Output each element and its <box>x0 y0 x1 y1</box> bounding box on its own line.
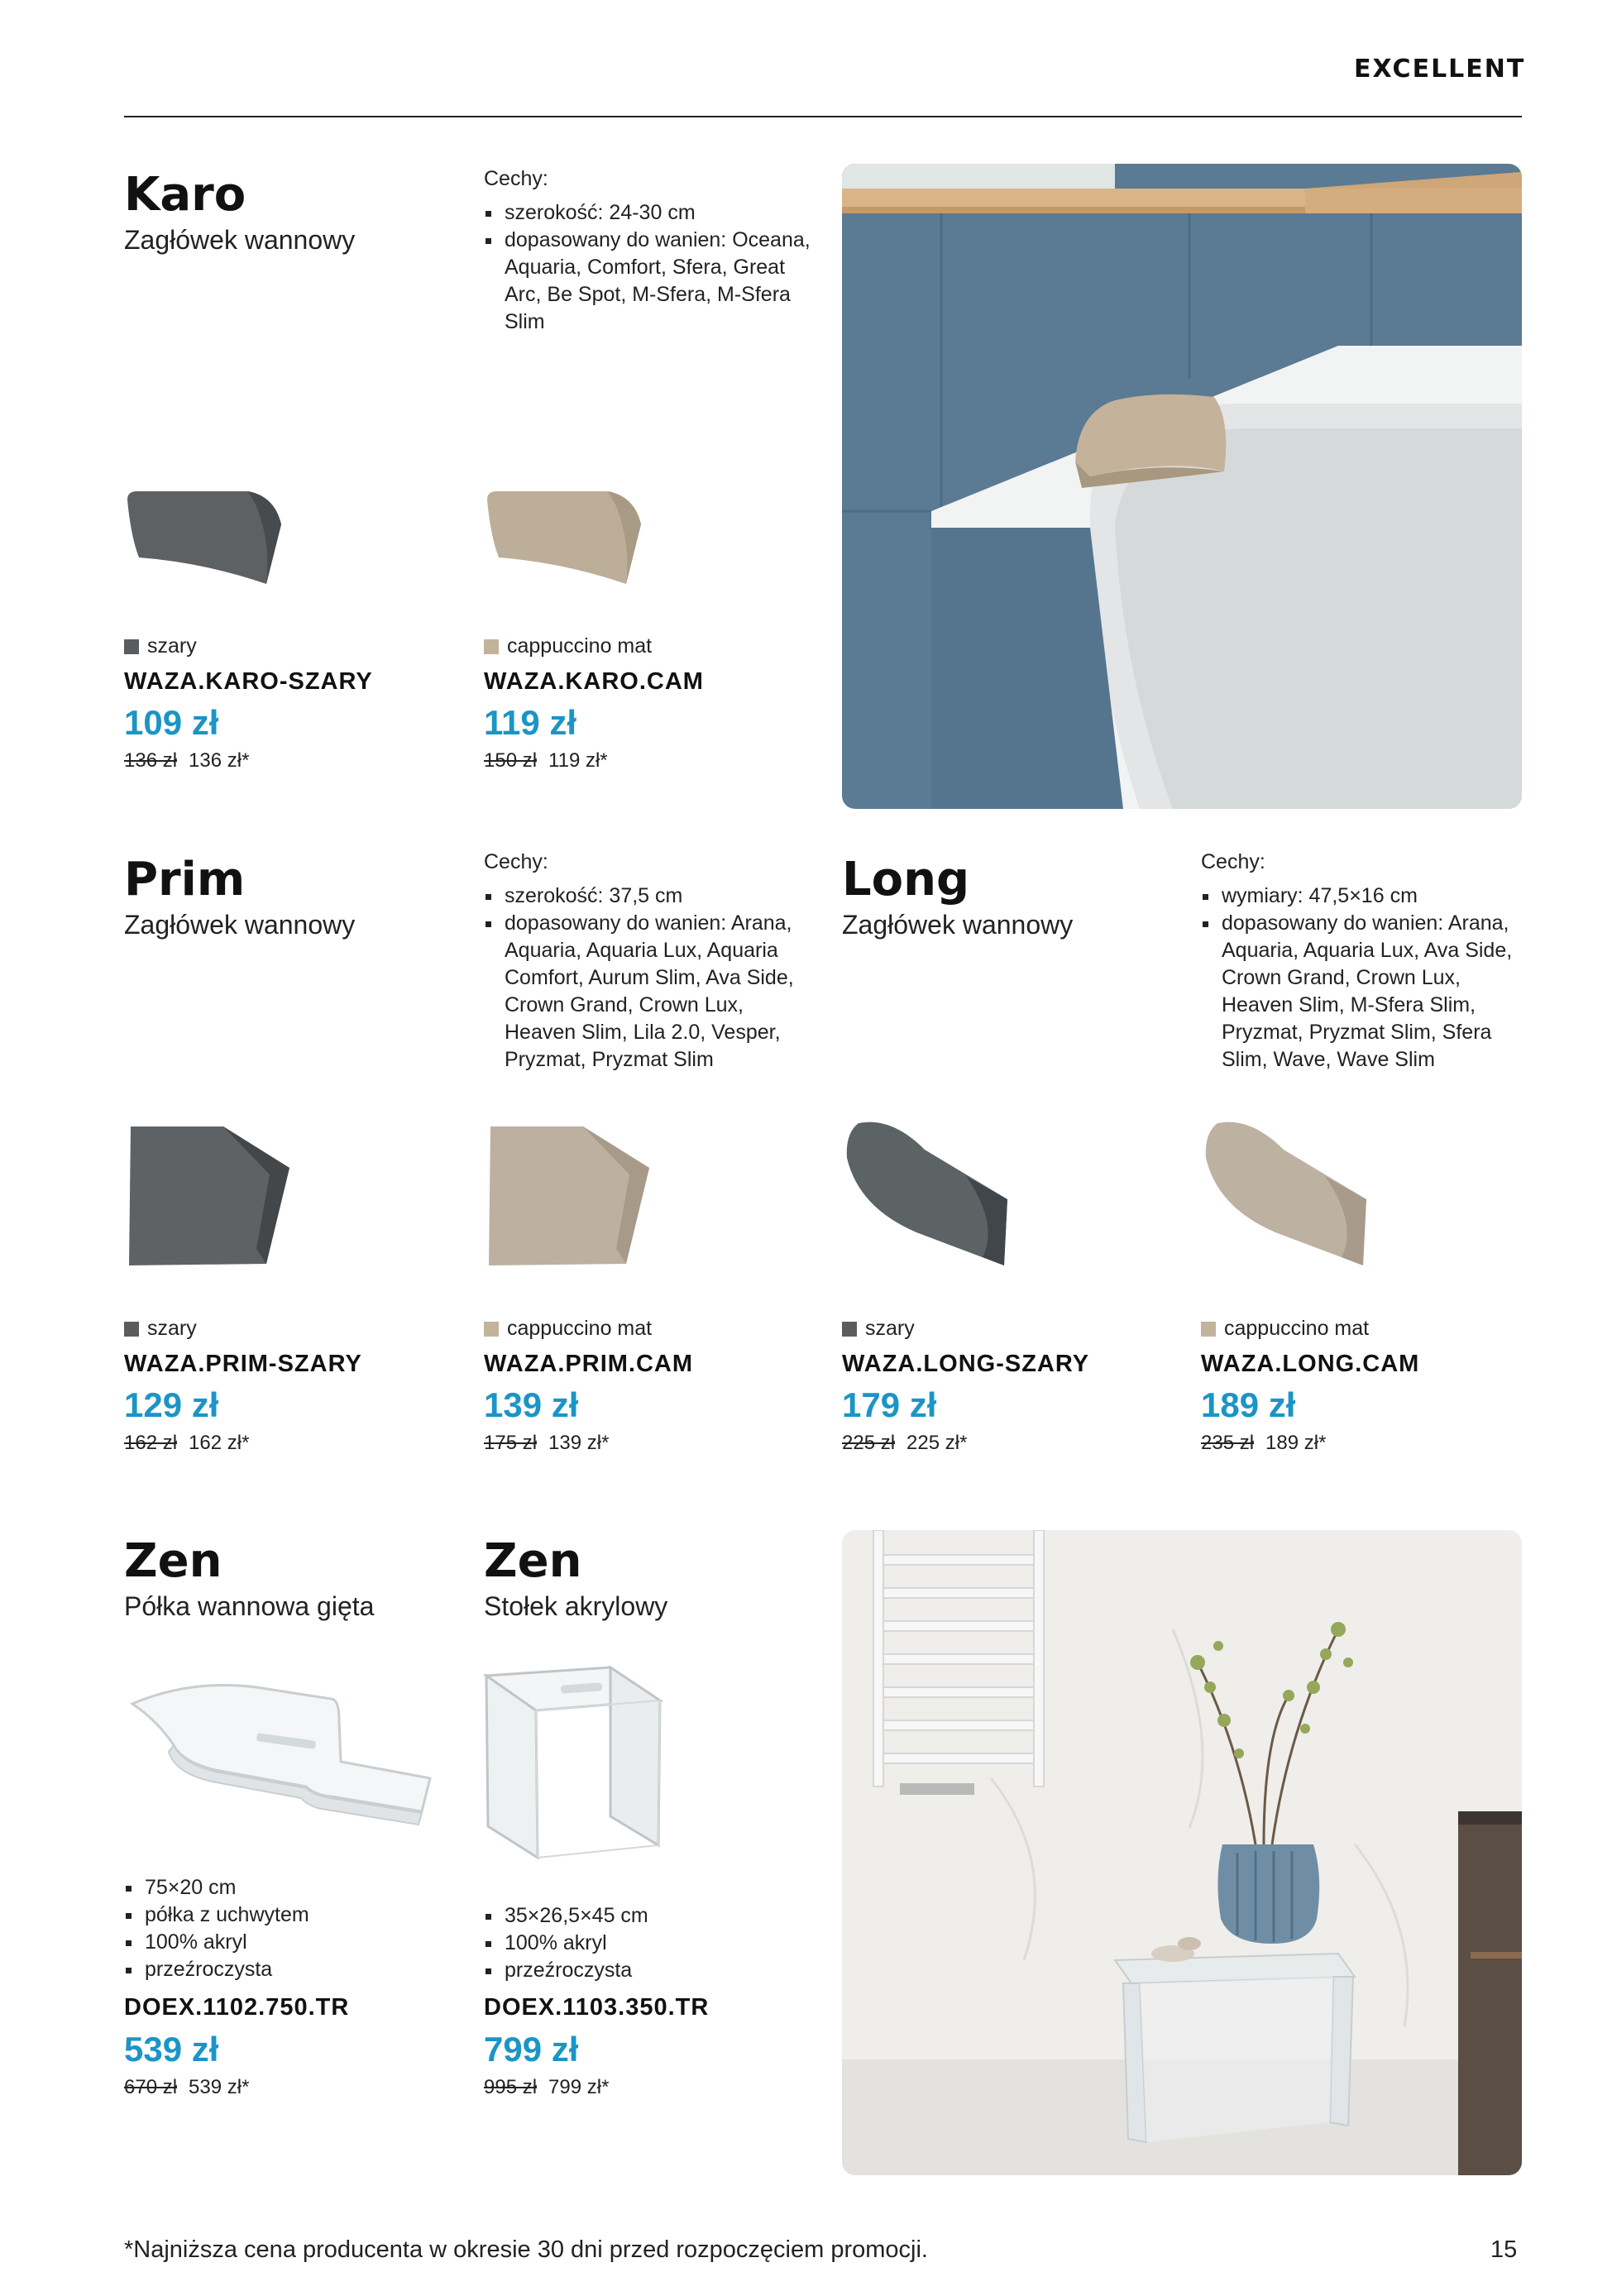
feature-item: dopasowany do wanien: Arana, Aquaria, Aquaria Lux, Ava Side, Crown Grand, Crown Lux, Heaven Slim, M-Sfera Slim, Pryzmat, Pryzmat Slim, Sfera Slim, Wave, Wave Slim <box>1201 910 1528 1074</box>
product-price: 539 zł <box>124 2030 219 2069</box>
features-label: Cechy: <box>484 850 548 873</box>
features-long <box>1201 849 1528 1074</box>
color-swatch <box>124 1322 139 1337</box>
color-swatch <box>842 1322 857 1337</box>
color-swatch <box>124 639 139 654</box>
specs-zen-stool <box>484 1902 815 1984</box>
feature-item: dopasowany do wanien: Oceana, Aquaria, Comfort, Sfera, Great Arc, Be Spot, M-Sfera, M-Sfera Slim <box>484 227 815 336</box>
bathtub-photo <box>842 164 1522 809</box>
product-code: WAZA.PRIM-SZARY <box>124 1351 362 1377</box>
brand-logo: EXCELLENT <box>1354 55 1526 84</box>
spec-item: przeźroczysta <box>484 1957 815 1984</box>
product-image-prim-cam <box>484 1125 658 1274</box>
product-code: WAZA.KARO-SZARY <box>124 668 373 695</box>
old-price: 670 zł 539 zł* <box>124 2076 250 2098</box>
old-price: 162 zł 162 zł* <box>124 1432 250 1454</box>
features-prim <box>484 849 815 1074</box>
header-divider <box>124 116 1522 117</box>
color-swatch <box>484 1322 499 1337</box>
product-image-karo-szary <box>124 486 289 594</box>
product-image-zen-stool <box>478 1651 668 1874</box>
specs-zen-shelf <box>124 1874 455 1983</box>
spec-item: 100% akryl <box>484 1930 815 1957</box>
product-type-karo: Zagłówek wannowy <box>124 225 356 255</box>
features-label: Cechy: <box>1201 850 1265 873</box>
features-label: Cechy: <box>484 167 548 190</box>
color-swatch <box>1201 1322 1216 1337</box>
feature-item: szerokość: 37,5 cm <box>484 883 815 910</box>
product-image-long-cam <box>1201 1117 1375 1274</box>
product-title-zen-stool: Zen <box>484 1534 582 1588</box>
features-karo <box>484 165 815 336</box>
product-code: DOEX.1102.750.TR <box>124 1994 350 2021</box>
color-label-cappuccino: cappuccino mat <box>484 634 652 658</box>
product-title-prim: Prim <box>124 853 246 906</box>
color-label-cappuccino: cappuccino mat <box>484 1317 652 1341</box>
product-code: WAZA.PRIM.CAM <box>484 1351 694 1377</box>
product-price: 119 zł <box>484 703 577 742</box>
product-code: WAZA.LONG-SZARY <box>842 1351 1090 1377</box>
spec-item: 100% akryl <box>124 1929 455 1956</box>
color-label-szary: szary <box>842 1317 915 1341</box>
product-price: 129 zł <box>124 1385 219 1424</box>
product-image-prim-szary <box>124 1125 298 1274</box>
product-type-long: Zagłówek wannowy <box>842 910 1074 940</box>
product-type-zen-shelf: Półka wannowa gięta <box>124 1591 375 1621</box>
product-price: 799 zł <box>484 2030 579 2069</box>
product-code: WAZA.KARO.CAM <box>484 668 704 695</box>
page-number: 15 <box>1490 2236 1518 2263</box>
color-swatch <box>484 639 499 654</box>
product-title-karo: Karo <box>124 168 246 222</box>
product-price: 109 zł <box>124 703 219 742</box>
old-price: 175 zł 139 zł* <box>484 1432 610 1454</box>
old-price: 235 zł 189 zł* <box>1201 1432 1327 1454</box>
product-title-zen-shelf: Zen <box>124 1534 222 1588</box>
footnote: *Najniższa cena producenta w okresie 30 dni przed rozpoczęciem promocji. <box>124 2236 928 2263</box>
product-code: DOEX.1103.350.TR <box>484 1994 710 2021</box>
old-price: 136 zł 136 zł* <box>124 749 250 772</box>
product-type-zen-stool: Stołek akrylowy <box>484 1591 668 1621</box>
feature-item: wymiary: 47,5×16 cm <box>1201 883 1528 910</box>
product-price: 179 zł <box>842 1385 937 1424</box>
feature-item: dopasowany do wanien: Arana, Aquaria, Aquaria Lux, Aquaria Comfort, Aurum Slim, Ava Side, Crown Grand, Crown Lux, Heaven Slim, Lila 2.0, Vesper, Pryzmat, Pryzmat Slim <box>484 910 815 1074</box>
product-image-zen-shelf <box>124 1671 438 1836</box>
spec-item: 35×26,5×45 cm <box>484 1902 815 1930</box>
old-price: 150 zł 119 zł* <box>484 749 608 772</box>
color-label-cappuccino: cappuccino mat <box>1201 1317 1369 1341</box>
product-price: 189 zł <box>1201 1385 1296 1424</box>
spec-item: 75×20 cm <box>124 1874 455 1901</box>
feature-item: szerokość: 24-30 cm <box>484 199 815 227</box>
product-code: WAZA.LONG.CAM <box>1201 1351 1420 1377</box>
color-label-szary: szary <box>124 1317 197 1341</box>
spec-item: przeźroczysta <box>124 1956 455 1983</box>
product-image-long-szary <box>842 1117 1016 1274</box>
interior-photo <box>842 1530 1522 2175</box>
spec-item: półka z uchwytem <box>124 1901 455 1929</box>
color-label-szary: szary <box>124 634 197 658</box>
product-title-long: Long <box>842 853 970 906</box>
product-type-prim: Zagłówek wannowy <box>124 910 356 940</box>
product-image-karo-cam <box>484 486 649 594</box>
product-price: 139 zł <box>484 1385 579 1424</box>
old-price: 995 zł 799 zł* <box>484 2076 610 2098</box>
old-price: 225 zł 225 zł* <box>842 1432 968 1454</box>
